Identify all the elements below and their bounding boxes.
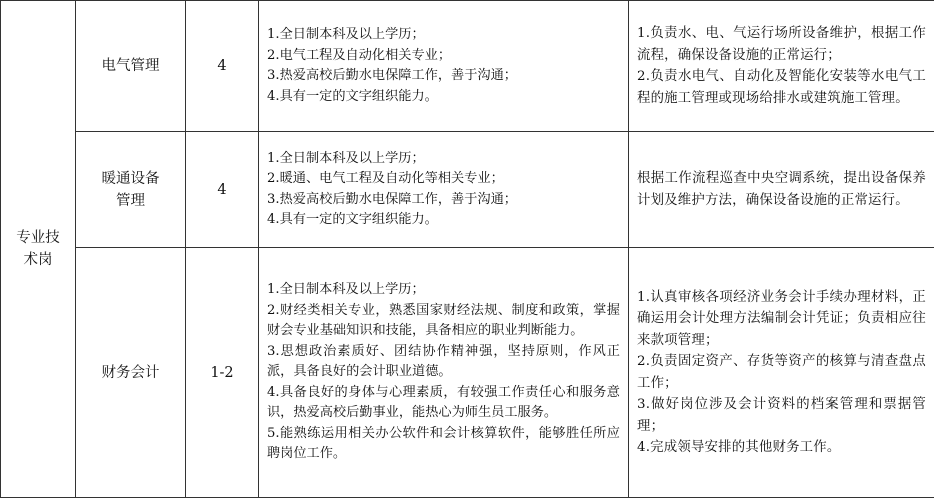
- position-cell: [76, 248, 186, 498]
- requirement-item: 5.能熟练运用相关办公软件和会计核算软件，能够胜任所应聘岗位工作。: [267, 425, 620, 462]
- table-row: [1, 1, 934, 132]
- requirement-item: 4.具有一定的文字组织能力。: [267, 212, 438, 227]
- category-cell: [1, 1, 76, 498]
- requirement-item: 2.暖通、电气工程及自动化等相关专业；: [267, 171, 504, 186]
- headcount: 4: [217, 58, 227, 74]
- duties-cell: [629, 1, 934, 132]
- requirements-cell: [259, 132, 629, 248]
- requirement-item: 1.全日制本科及以上学历；: [267, 27, 425, 42]
- table-row: [1, 132, 934, 248]
- requirement-item: 4.具有一定的文字组织能力。: [267, 88, 438, 104]
- duties-cell: [629, 248, 934, 498]
- duty-item: 2.负责固定资产、存货等资产的核算与清查盘点工作；: [637, 354, 926, 391]
- position-name: 财务会计: [101, 364, 160, 381]
- position-cell: [76, 132, 186, 248]
- requirement-item: 2.电气工程及自动化相关专业；: [267, 47, 452, 63]
- position-name: 暖通设备管理: [101, 170, 160, 209]
- requirements-cell: [259, 1, 629, 132]
- duty-item: 2.负责水电气、自动化及智能化安装等水电气工程的施工管理或现场给排水或建筑施工管理。: [637, 69, 926, 106]
- requirement-item: 4.具备良好的身体与心理素质，有较强工作责任心和服务意识，热爱高校后勤事业，能热心为师生员工服务。: [267, 384, 620, 421]
- requirement-item: 1.全日制本科及以上学历；: [267, 282, 425, 298]
- count-cell: [186, 248, 259, 498]
- duty-item: 1.认真审核各项经济业务会计手续办理材料，正确运用会计处理方法编制会计凭证；负责相应往来款项管理；: [637, 289, 926, 348]
- requirement-item: 1.全日制本科及以上学历；: [267, 150, 425, 166]
- duty-item: 3.做好岗位涉及会计资料的档案管理和票据管理；: [637, 397, 926, 434]
- headcount: 1-2: [210, 364, 234, 381]
- duty-item: 1.负责水、电、气运行场所设备维护，根据工作流程，确保设备设施的正常运行；: [637, 26, 926, 63]
- requirement-item: 3.思想政治素质好、团结协作精神强，坚持原则，作风正派，具备良好的会计职业道德。: [267, 343, 620, 380]
- requirement-item: 3.热爱高校后勤水电保障工作，善于沟通；: [267, 68, 517, 83]
- category-label: 专业技术岗: [16, 230, 60, 268]
- requirement-item: 3.热爱高校后勤水电保障工作，善于沟通；: [267, 191, 517, 207]
- table-row: [1, 248, 934, 498]
- headcount: 4: [217, 181, 227, 198]
- count-cell: [186, 1, 259, 132]
- duty-item: 4.完成领导安排的其他财务工作。: [637, 440, 841, 455]
- duties-cell: [629, 132, 934, 248]
- position-name: 电气管理: [101, 58, 160, 74]
- requirement-item: 2.财经类相关专业，熟悉国家财经法规、制度和政策，掌握财会专业基础知识和技能，具备相应的职业判断能力。: [267, 302, 620, 339]
- duty-item: 根据工作流程巡查中央空调系统，提出设备保养计划及维护方法，确保设备设施的正常运行。: [637, 171, 926, 208]
- position-cell: [76, 1, 186, 132]
- requirements-cell: [259, 248, 629, 498]
- count-cell: [186, 132, 259, 248]
